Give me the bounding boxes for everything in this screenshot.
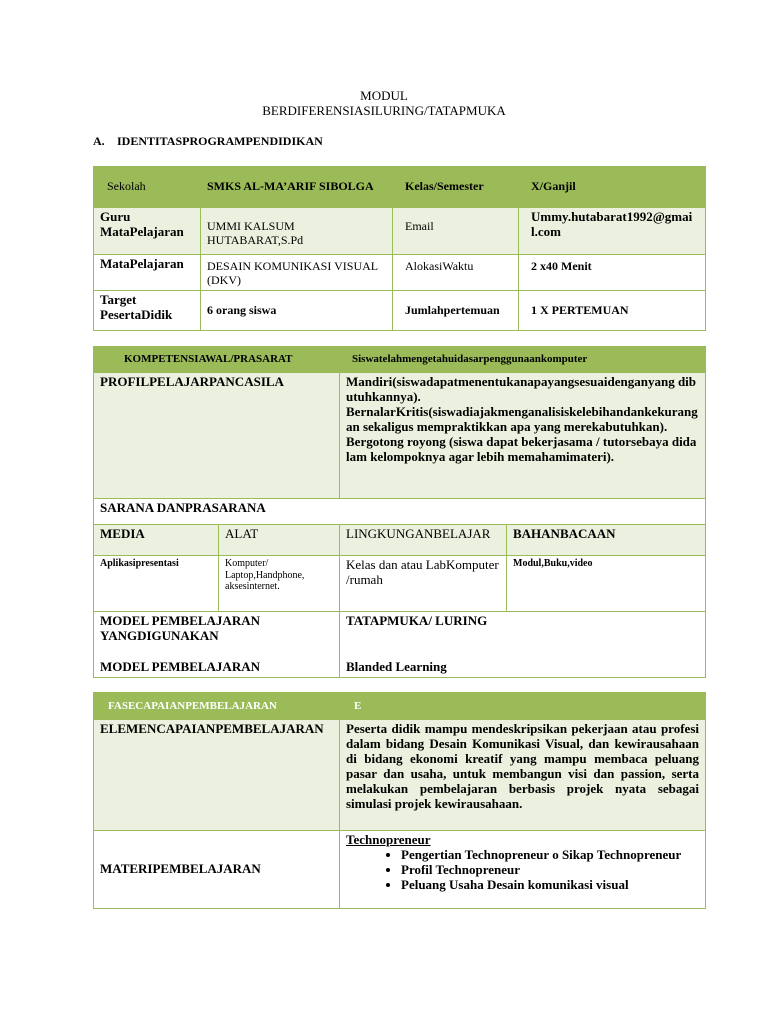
materi-value-cell <box>340 831 706 909</box>
section-a-heading <box>93 134 323 149</box>
model-label: MODEL PEMBELAJARAN <box>100 658 260 674</box>
email-label: Email <box>393 208 519 255</box>
list-item: • Profil Technopreneur <box>401 863 699 878</box>
list-item: • Peluang Usaha Desain komunikasi visual <box>401 878 699 893</box>
bahan-label: BAHANBACAAN <box>507 525 706 556</box>
list-item: • Pengertian Technopreneur o Sikap Technopreneur <box>401 848 699 863</box>
section-title: IDENTITASPROGRAMPENDIDIKAN <box>117 134 323 148</box>
alokasi-value: 2 x40 Menit <box>519 255 706 291</box>
alat-value: Komputer/ Laptop,Handphone, aksesinternet. <box>219 556 340 612</box>
model-used-value: TATAPMUKA/ LURING <box>346 613 488 628</box>
jumlah-value: 1 X PERTEMUAN <box>519 291 706 331</box>
kelas-value: X/Ganjil <box>519 167 706 208</box>
fase-table <box>93 692 706 909</box>
model-pembelajaran-cell <box>94 612 340 678</box>
model-used-label: MODEL PEMBELAJARAN YANGDIGUNAKAN <box>100 613 260 643</box>
kompetensi-label: KOMPETENSIAWAL/PRASARAT <box>94 347 340 373</box>
materi-list <box>346 848 699 893</box>
bahan-value: Modul,Buku,video <box>507 556 706 612</box>
model-value: Blanded Learning <box>346 658 447 674</box>
alokasi-label: AlokasiWaktu <box>393 255 519 291</box>
guru-value: UMMI KALSUM HUTABARAT,S.Pd <box>201 208 393 255</box>
kelas-label: Kelas/Semester <box>393 167 519 208</box>
kompetensi-value: Siswatelahmengetahuidasarpenggunaankomputer <box>340 347 706 373</box>
jumlah-label: Jumlahpertemuan <box>393 291 519 331</box>
module-title: MODUL <box>360 88 408 103</box>
fase-value: E <box>340 693 706 720</box>
media-label: MEDIA <box>94 525 219 556</box>
fase-label: FASECAPAIANPEMBELAJARAN <box>94 693 340 720</box>
target-value: 6 orang siswa <box>201 291 393 331</box>
alat-label: ALAT <box>219 525 340 556</box>
lingkungan-value: Kelas dan atau LabKomputer /rumah <box>340 556 507 612</box>
elemen-label: ELEMENCAPAIANPEMBELAJARAN <box>94 720 340 831</box>
materi-label: MATERIPEMBELAJARAN <box>94 831 340 909</box>
module-subtitle: BERDIFERENSIASILURING/TATAPMUKA <box>262 103 506 118</box>
sekolah-label: Sekolah <box>94 167 201 208</box>
target-label: Target PesertaDidik <box>94 291 201 331</box>
sarana-label: SARANA DANPRASARANA <box>94 499 706 525</box>
email-value: Ummy.hutabarat1992@gmail.com <box>519 208 706 255</box>
model-value-cell <box>340 612 706 678</box>
media-value: Aplikasipresentasi <box>94 556 219 612</box>
guru-label: Guru MataPelajaran <box>94 208 201 255</box>
materi-title: Technopreneur <box>346 832 431 847</box>
profil-label: PROFILPELAJARPANCASILA <box>94 373 340 499</box>
elemen-value: Peserta didik mampu mendeskripsikan pekerjaan atau profesi dalam bidang Desain Komunikasi Visual, dan kewirausahaan di bidang ekonomi kreatif yang mampu membaca peluang pasar dan usaha, untuk membangun visi dan passion, serta melakukan pembelajaran berbasis projek nyata sebagai simulasi projek kewirausahaan. <box>340 720 706 831</box>
mapel-label: MataPelajaran <box>94 255 201 291</box>
profil-value: Mandiri(siswadapatmenentukanapayangsesuaidenganyang dibutuhkannya). BernalarKritis(siswadiajakmenganalisiskelebihandankekurangan sekaligus mempraktikkan apa yang merekabutuhkan). Bergotong royong (siswa dapat bekerjasama / tutorsebaya didalam kelompoknya agar lebih memahamimateri). <box>340 373 706 499</box>
kompetensi-table <box>93 346 706 678</box>
mapel-value: DESAIN KOMUNIKASI VISUAL (DKV) <box>201 255 393 291</box>
sekolah-value: SMKS AL-MA’ARIF SIBOLGA <box>201 167 393 208</box>
lingkungan-label: LINGKUNGANBELAJAR <box>340 525 507 556</box>
section-number: A. <box>93 134 105 148</box>
identity-table <box>93 166 706 331</box>
